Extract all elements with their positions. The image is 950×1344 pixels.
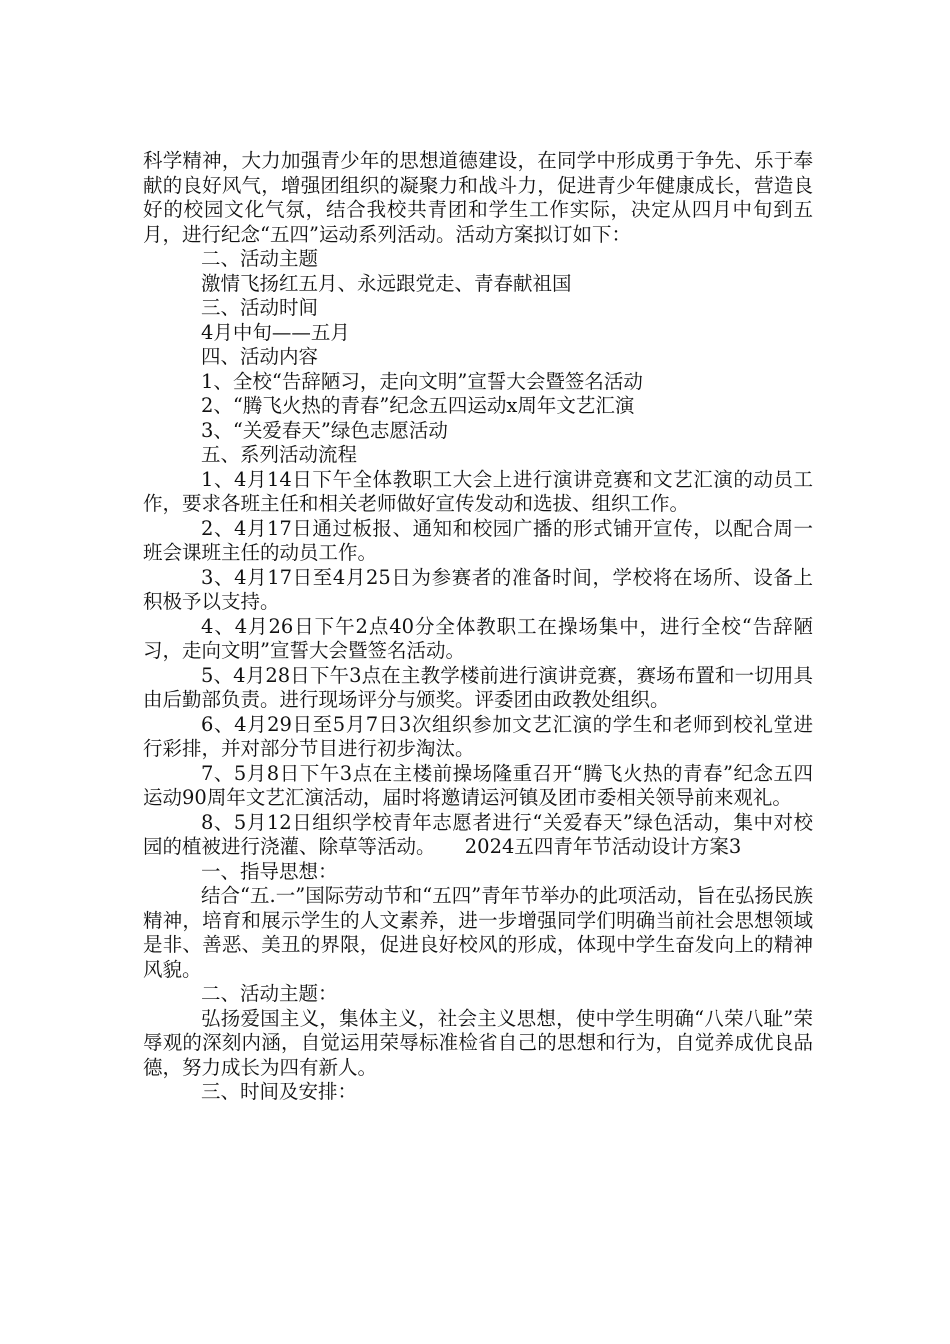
paragraph: 2、“腾飞火热的青春”纪念五四运动x周年文艺汇演 [201,394,635,417]
paragraph: 3、“关爱春天”绿色志愿活动 [201,418,448,442]
paragraph: 一、指导思想： [201,859,338,883]
paragraph: 三、活动时间 [201,296,319,319]
paragraph: 五、系列活动流程 [201,443,358,466]
paragraph: 2、4月17日通过板报、通知和校园广播的形式铺开宣传，以配合周一班会课班主任的动员工作。 [143,516,813,564]
paragraph: 7、5月8日下午3点在主楼前操场隆重召开“腾飞火热的青春”纪念五四运动90周年文艺汇演活动，届时将邀请运河镇及团市委相关领导前来观礼。 [143,761,813,809]
paragraph: 三、时间及安排： [201,1080,358,1103]
paragraph: 二、活动主题： [201,982,338,1005]
paragraph: 1、4月14日下午全体教职工大会上进行演讲竞赛和文艺汇演的动员工作，要求各班主任和相关老师做好宣传发动和选拔、组织工作。 [143,467,813,515]
paragraph: 1、全校“告辞陋习，走向文明”宣誓大会暨签名活动 [201,369,643,393]
paragraph: 3、4月17日至4月25日为参赛者的准备时间，学校将在场所、设备上积极予以支持。 [143,565,813,613]
paragraph: 激情飞扬红五月、永远跟党走、青春献祖国 [201,271,572,295]
paragraph: 6、4月29日至5月7日3次组织参加文艺汇演的学生和老师到校礼堂进行彩排，并对部分节目进行初步淘汰。 [143,712,813,760]
paragraph: 结合“五.一”国际劳动节和“五四”青年节举办的此项活动，旨在弘扬民族精神，培育和展示学生的人文素养，进一步增强同学们明确当前社会思想领域是非、善恶、美丑的界限，促进良好校风的形成，体现中学生奋发向上的精神风貌。 [143,884,813,981]
paragraph: 8、5月12日组织学校青年志愿者进行“关爱春天”绿色活动，集中对校园的植被进行浇灌、除草等活动。 2024五四青年节活动设计方案3 [143,810,813,858]
paragraph: 5、4月28日下午3点在主教学楼前进行演讲竞赛，赛场布置和一切用具由后勤部负责。进行现场评分与颁奖。评委团由政教处组织。 [143,663,813,711]
paragraph: 四、活动内容 [201,345,319,368]
paragraph: 4、4月26日下午2点40分全体教职工在操场集中，进行全校“告辞陋习，走向文明”宣誓大会暨签名活动。 [143,614,813,662]
paragraph: 弘扬爱国主义，集体主义，社会主义思想，使中学生明确“八荣八耻”荣辱观的深刻内涵，自觉运用荣辱标准检省自己的思想和行为，自觉养成优良品德，努力成长为四有新人。 [143,1006,813,1079]
paragraph: 4月中旬——五月 [201,320,350,344]
document-body [143,149,813,1105]
paragraph: 二、活动主题 [201,247,319,270]
paragraph: 科学精神，大力加强青少年的思想道德建设，在同学中形成勇于争先、乐于奉献的良好风气，增强团组织的凝聚力和战斗力，促进青少年健康成长，营造良好的校园文化气氛，结合我校共青团和学生工作实际，决定从四月中旬到五月，进行纪念“五四”运动系列活动。活动方案拟订如下： [143,149,813,246]
